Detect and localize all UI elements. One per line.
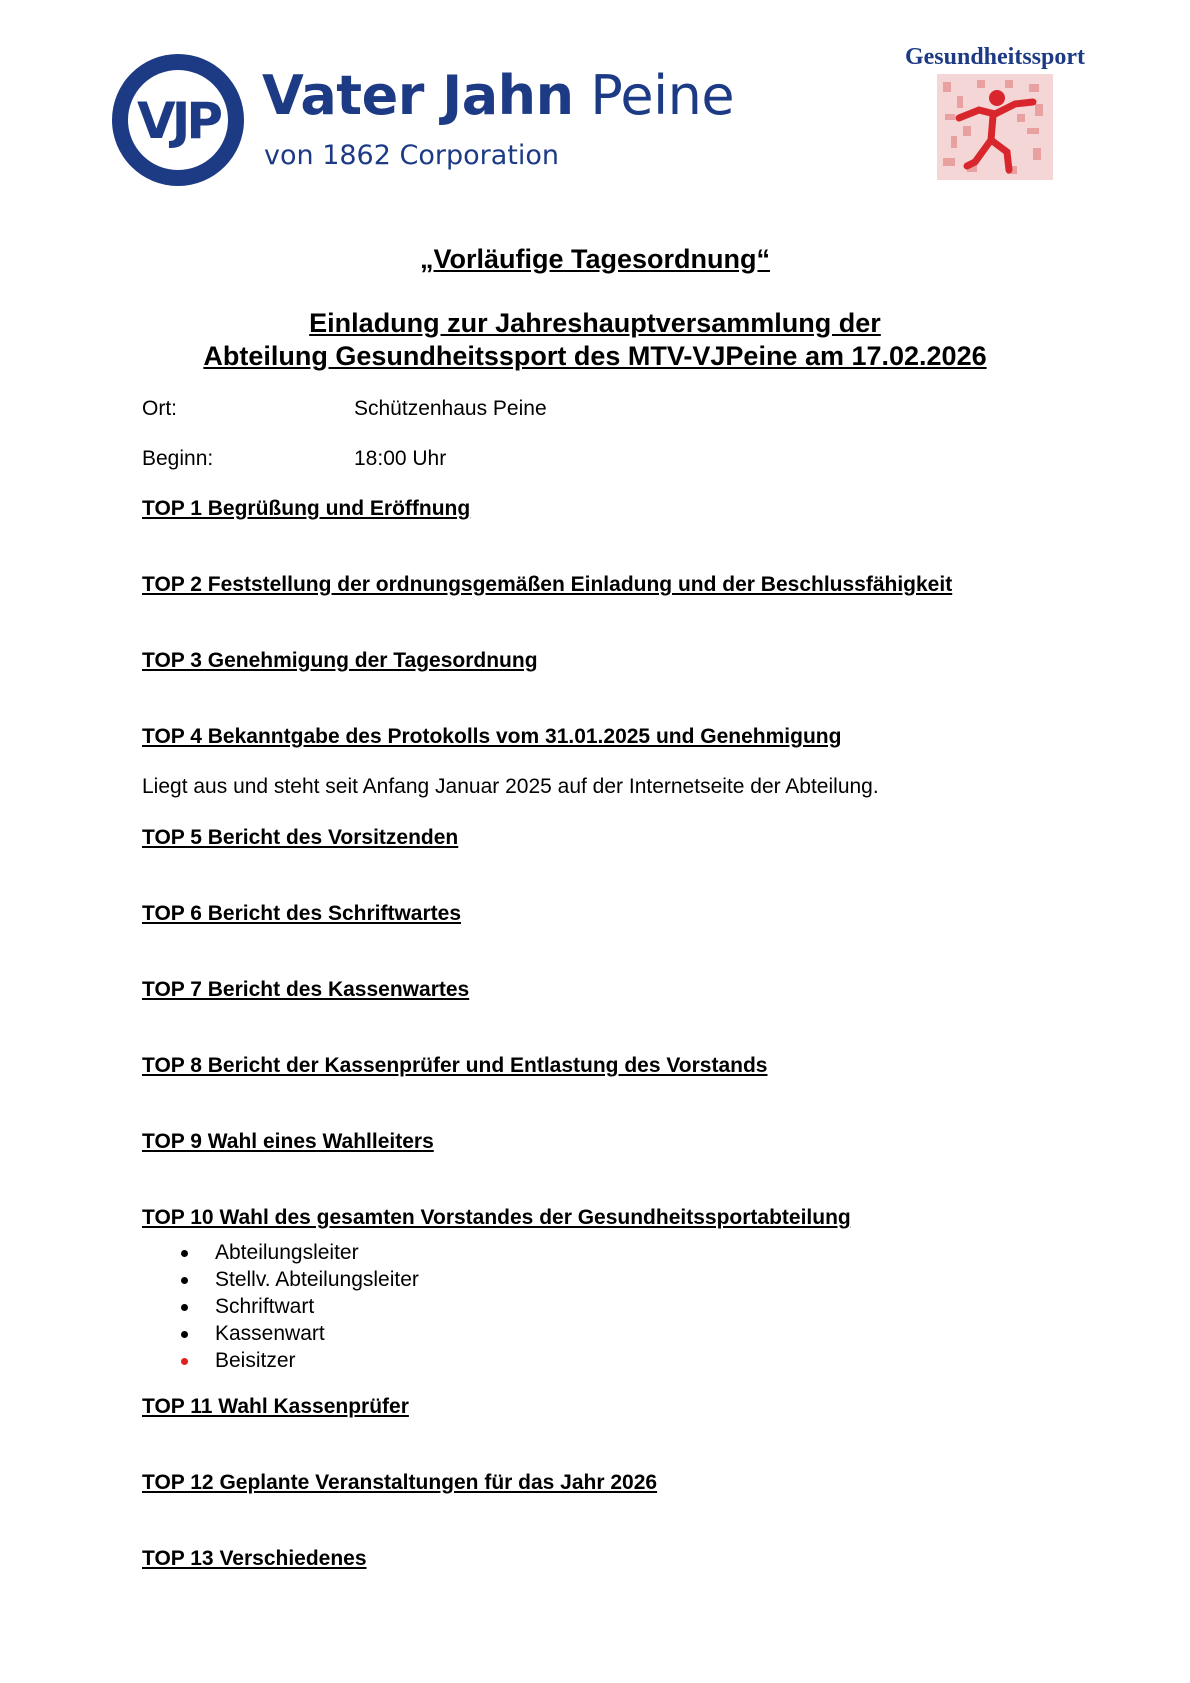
location-value: Schützenhaus Peine [354,397,547,420]
bullet-icon-red [181,1358,188,1365]
page-title: „Vorläufige Tagesordnung“ [419,244,770,274]
bullet-icon [181,1277,188,1284]
agenda-item-1: TOP 1 Begrüßung und Eröffnung [142,497,471,520]
list-item-label: Abteilungsleiter [215,1241,359,1264]
list-item-label: Schriftwart [215,1295,315,1318]
agenda-item-6: TOP 6 Bericht des Schriftwartes [142,902,462,925]
location-label: Ort: [142,397,177,420]
list-item-label: Beisitzer [215,1349,296,1372]
invitation-heading-line1: Einladung zur Jahreshauptversammlung der [309,308,881,338]
start-label: Beginn: [142,447,214,470]
invitation-heading-line2: Abteilung Gesundheitssport des MTV-VJPeine am 17.02.2026 [203,341,987,371]
agenda-item-12: TOP 12 Geplante Veranstaltungen für das Jahr 2026 [142,1471,658,1494]
brand-subtitle: von 1862 Corporation [264,140,559,171]
agenda-item-4: TOP 4 Bekanntgabe des Protokolls vom 31.01.2025 und Genehmigung [142,725,842,748]
list-item [142,1239,419,1266]
vjp-logo [110,52,246,188]
agenda-item-13: TOP 13 Verschiedenes [142,1547,367,1570]
bullet-icon [181,1304,188,1311]
list-item [142,1266,419,1293]
agenda-item-3: TOP 3 Genehmigung der Tagesordnung [142,649,538,672]
agenda-item-11: TOP 11 Wahl Kassenprüfer [142,1395,409,1418]
start-value: 18:00 Uhr [354,447,447,470]
brand-name [262,64,734,127]
agenda-item-8: TOP 8 Bericht der Kassenprüfer und Entlastung des Vorstands [142,1054,768,1077]
bullet-icon [181,1250,188,1257]
list-item-label: Kassenwart [215,1322,325,1345]
agenda-item-7: TOP 7 Bericht des Kassenwartes [142,978,470,1001]
brand-name-bold: Vater Jahn [262,64,574,127]
list-item [142,1347,419,1374]
bullet-icon [181,1331,188,1338]
department-label: Gesundheitssport [904,44,1086,70]
list-item [142,1320,419,1347]
vjp-logo-letters: VJP [137,92,219,150]
tai-chi-figure-icon [937,74,1053,180]
list-item [142,1293,419,1320]
agenda-item-2: TOP 2 Feststellung der ordnungsgemäßen Einladung und der Beschlussfähigkeit [142,573,953,596]
brand-name-light: Peine [590,64,735,127]
agenda-item-9: TOP 9 Wahl eines Wahlleiters [142,1130,434,1153]
agenda-item-4-note: Liegt aus und steht seit Anfang Januar 2025 auf der Internetseite der Abteilung. [142,775,879,798]
board-positions-list [142,1239,419,1374]
list-item-label: Stellv. Abteilungsleiter [215,1268,419,1291]
agenda-item-10: TOP 10 Wahl des gesamten Vorstandes der Gesundheitssportabteilung [142,1206,851,1229]
agenda-item-5: TOP 5 Bericht des Vorsitzenden [142,826,459,849]
